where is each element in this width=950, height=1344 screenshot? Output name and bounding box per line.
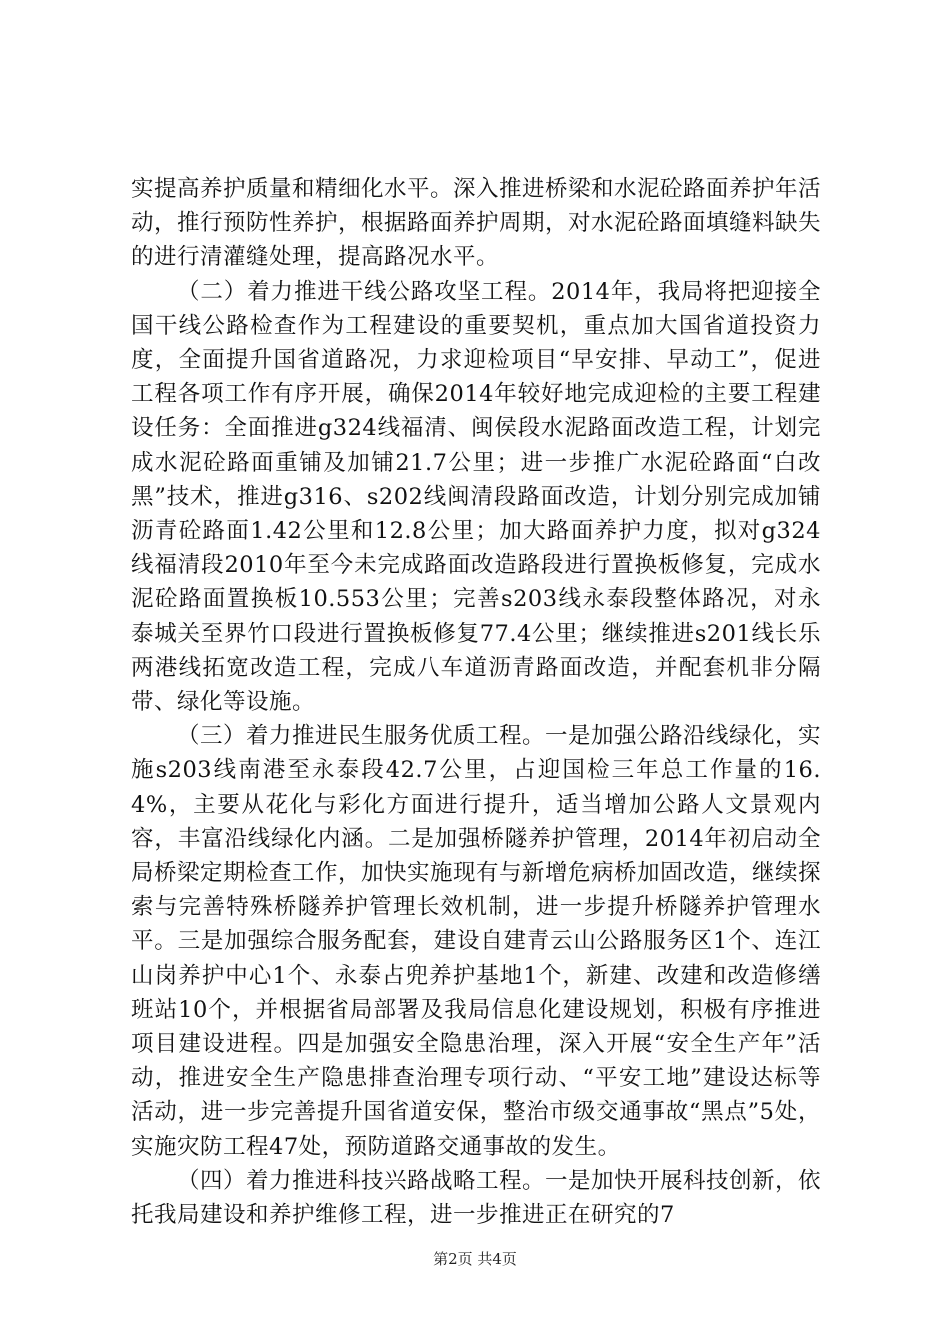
paragraph-trunk-highway: （二）着力推进干线公路攻坚工程。2014年，我局将把迎接全国干线公路检查作为工程建设的重要契机，重点加大国省道投资力度，全面提升国省道路况，力求迎检项目“早安排、早动工”，促进工程各项工作有序开展，确保2014年较好地完成迎检的主要工程建设任务：全面推进g324线福清、闽侯段水泥路面改造工程，计划完成水泥砼路面重铺及加铺21.7公里；进一步推广水泥砼路面“白改黑”技术，推进g316、s202线闽清段路面改造，计划分别完成加铺沥青砼路面1.42公里和12.8公里；加大路面养护力度，拟对g324线福清段2010年至今未完成路面改造路段进行置换板修复，完成水泥砼路面置换板10.553公里；完善s203线永泰段整体路况，对永泰城关至界竹口段进行置换板修复77.4公里；继续推进s201线长乐两港线拓宽改造工程，完成八车道沥青路面改造，并配套机非分隔带、绿化等设施。 — [131, 278, 821, 716]
page-number-footer: 第2页 共4页 — [433, 1250, 517, 1268]
paragraph-maintenance-quality: 实提高养护质量和精细化水平。深入推进桥梁和水泥砼路面养护年活动，推行预防性养护，根据路面养护周期，对水泥砼路面填缝料缺失的进行清灌缝处理，提高路况水平。 — [131, 176, 822, 271]
document-body — [131, 172, 821, 1232]
paragraph-public-service: （三）着力推进民生服务优质工程。一是加强公路沿线绿化，实施s203线南港至永泰段42.7公里，占迎国检三年总工作量的16.4%，主要从花化与彩化方面进行提升，适当增加公路人文景观内容，丰富沿线绿化内涵。二是加强桥隧养护管理，2014年初启动全局桥梁定期检查工作，加快实施现有与新增危病桥加固改造，继续探索与完善特殊桥隧养护管理长效机制，进一步提升桥隧养护管理水平。三是加强综合服务配套，建设自建青云山公路服务区1个、连江山岗养护中心1个、永泰占兜养护基地1个，新建、改建和改造修缮班站10个，并根据省局部署及我局信息化建设规划，积极有序推进项目建设进程。四是加强安全隐患治理，深入开展“安全生产年”活动，推进安全生产隐患排查治理专项行动、“平安工地”建设达标等活动，进一步完善提升国省道安保，整治市级交通事故“黑点”5处，实施灾防工程47处，预防道路交通事故的发生。 — [131, 723, 822, 1160]
paragraph-technology: （四）着力推进科技兴路战略工程。一是加快开展科技创新，依托我局建设和养护维修工程，进一步推进正在研究的7 — [131, 1167, 822, 1229]
